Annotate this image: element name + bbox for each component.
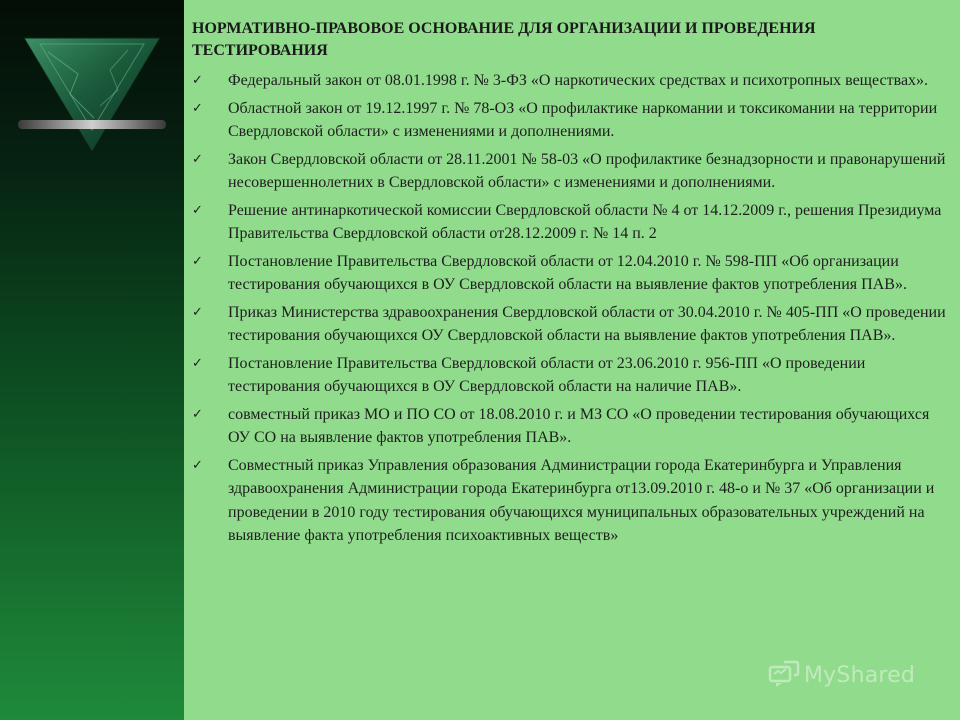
list-item	[192, 148, 948, 195]
list-item-text: Областной закон от 19.12.1997 г. № 78-ОЗ «О профилактике наркомании и токсикомании на территории Свердловской области» с изменениями и дополнениями.	[228, 99, 938, 140]
check-bullet-icon: ✓	[192, 151, 203, 167]
list-item	[192, 97, 948, 144]
list-item	[192, 403, 948, 450]
myshared-logo-icon	[768, 659, 800, 691]
list-item-text: Решение антинаркотической комиссии Свердловской области № 4 от 14.12.2009 г., решения Президиума Правительства Свердловской области от28.12.2009 г. № 14 п. 2	[228, 201, 942, 242]
check-bullet-icon: ✓	[192, 355, 203, 371]
list-item-text: Совместный приказ Управления образования Администрации города Екатеринбурга и Управления здравоохранения Администрации города Екатеринбурга от13.09.2010 г. 48-о и № 37 «Об организации и проведении в 2010 году тестирования обучающихся муниципальных образовательных учреждений на выявление факта употребления психоактивных веществ»	[228, 456, 935, 544]
watermark-text: MyShared	[804, 662, 916, 688]
legal-basis-list	[192, 69, 948, 548]
side-panel	[0, 0, 184, 720]
list-item	[192, 352, 948, 399]
list-item	[192, 454, 948, 548]
list-item	[192, 199, 948, 246]
check-bullet-icon: ✓	[192, 202, 203, 218]
list-item-text: совместный приказ МО и ПО СО от 18.08.2010 г. и МЗ СО «О проведении тестирования обучающихся ОУ СО на выявление фактов употребления ПАВ».	[228, 405, 930, 446]
list-item-text: Закон Свердловской области от 28.11.2001 № 58-03 «О профилактике безнадзорности и правонарушений несовершеннолетних в Свердловской области» с изменениями и дополнениями.	[228, 150, 946, 191]
list-item-text: Приказ Министерства здравоохранения Свердловской области от 30.04.2010 г. № 405-ПП «О проведении тестирования обучающихся ОУ Свердловской области на выявление фактов употребления ПАВ».	[228, 303, 946, 344]
list-item	[192, 69, 948, 93]
check-bullet-icon: ✓	[192, 100, 203, 116]
slide-title: НОРМАТИВНО-ПРАВОВОЕ ОСНОВАНИЕ ДЛЯ ОРГАНИЗАЦИИ И ПРОВЕДЕНИЯ ТЕСТИРОВАНИЯ	[192, 20, 816, 59]
check-bullet-icon: ✓	[192, 253, 203, 269]
check-bullet-icon: ✓	[192, 457, 203, 473]
list-item	[192, 301, 948, 348]
check-bullet-icon: ✓	[192, 406, 203, 422]
list-item-text: Федеральный закон от 08.01.1998 г. № 3-ФЗ «О наркотических средствах и психотропных веществах».	[228, 72, 929, 89]
check-bullet-icon: ✓	[192, 304, 203, 320]
check-bullet-icon: ✓	[192, 73, 203, 88]
list-item-text: Постановление Правительства Свердловской области от 23.06.2010 г. 956-ПП «О проведении тестирования обучающихся в ОУ Свердловской области на наличие ПАВ».	[228, 354, 866, 395]
list-item	[192, 250, 948, 297]
triangle-emblem-icon	[18, 34, 166, 154]
slide-content	[192, 18, 948, 552]
list-item-text: Постановление Правительства Свердловской области от 12.04.2010 г. № 598-ПП «Об организации тестирования обучающихся в ОУ Свердловской области на выявление фактов употребления ПАВ».	[228, 252, 907, 293]
myshared-watermark	[768, 658, 915, 692]
